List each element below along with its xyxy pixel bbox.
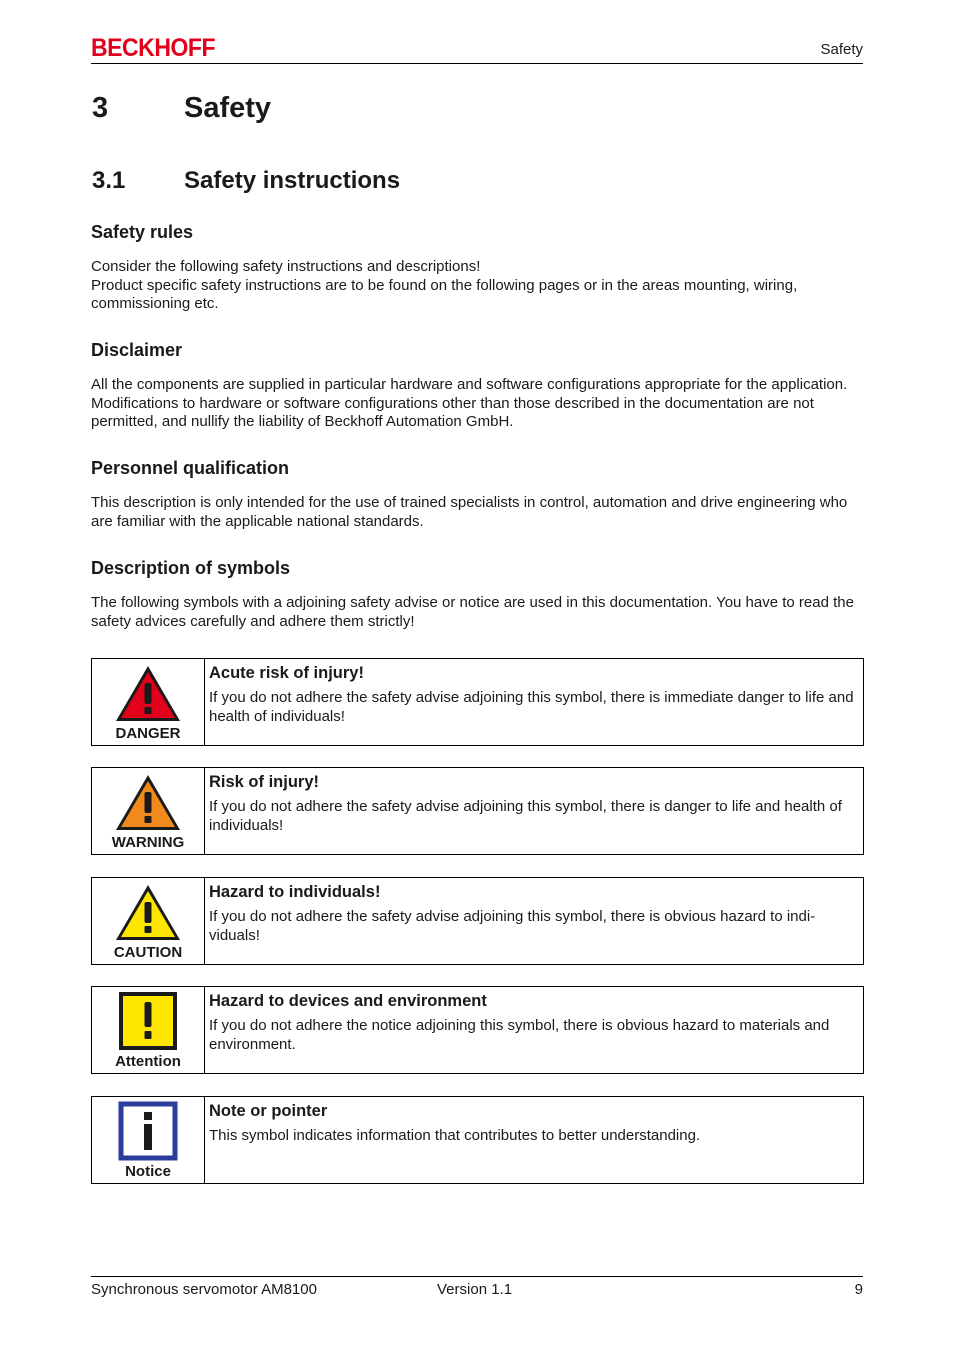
attention-title: Hazard to devices and environment xyxy=(209,992,487,1010)
info-square-icon xyxy=(114,1101,182,1161)
beckhoff-logo: BECKHOFF xyxy=(91,34,216,62)
danger-triangle-icon xyxy=(114,663,182,723)
attention-description: If you do not adhere the notice adjoining this symbol, there is obvious hazard to materials and environment. xyxy=(209,1017,830,1053)
danger-title: Acute risk of injury! xyxy=(209,664,364,682)
danger-box xyxy=(91,658,864,746)
warning-triangle-icon xyxy=(114,772,182,832)
attention-symbol-cell xyxy=(92,987,205,1073)
symbols-heading: Description of symbols xyxy=(91,558,291,578)
chapter-number: 3 xyxy=(92,92,109,124)
footer-product: Synchronous servomotor AM8100 xyxy=(91,1281,317,1298)
warning-text-cell xyxy=(205,768,863,854)
warning-description: If you do not adhere the safety advise adjoining this symbol, there is danger to life and health of individuals! xyxy=(209,798,842,834)
notice-label: Notice xyxy=(125,1163,171,1180)
header-divider xyxy=(91,63,863,64)
caution-description: If you do not adhere the safety advise adjoining this symbol, there is obvious hazard to indi-viduals! xyxy=(209,908,816,944)
personnel-text: This description is only intended for the use of trained specialists in control, automation and drive engineering who are familiar with the applicable national standards. xyxy=(91,494,848,530)
notice-box xyxy=(91,1096,864,1184)
caution-text-cell xyxy=(205,878,863,964)
safety-rules-heading: Safety rules xyxy=(91,222,194,242)
caution-symbol-cell xyxy=(92,878,205,964)
notice-symbol-cell xyxy=(92,1097,205,1183)
symbols-text: The following symbols with a adjoining safety advise or notice are used in this documentation. You have to read the safety advices carefully and adhere them strictly! xyxy=(91,594,854,630)
caution-label: CAUTION xyxy=(113,944,183,961)
header-section-name: Safety xyxy=(820,41,863,58)
footer-version: Version 1.1 xyxy=(437,1281,513,1298)
warning-title: Risk of injury! xyxy=(209,773,320,791)
danger-description: If you do not adhere the safety advise adjoining this symbol, there is immediate danger to life and health of individuals! xyxy=(209,689,854,725)
warning-label: WARNING xyxy=(111,834,185,851)
caution-box xyxy=(91,877,864,965)
notice-description: This symbol indicates information that contributes to better understanding. xyxy=(209,1127,701,1144)
disclaimer-text: All the components are supplied in particular hardware and software configurations appropriate for the application. Modifications to hardware or software configurations other than those described in the documentation are not permitted, and nullify the liability of Beckhoff Automation GmbH. xyxy=(91,376,848,430)
danger-symbol-cell xyxy=(92,659,205,745)
notice-text-cell xyxy=(205,1097,863,1183)
danger-text-cell xyxy=(205,659,863,745)
attention-label: Attention xyxy=(115,1053,181,1070)
section-title: Safety instructions xyxy=(184,167,401,194)
section-number: 3.1 xyxy=(92,167,126,194)
safety-rules-line2: Product specific safety instructions are to be found on the following pages or in the areas mounting, wiring, commissioning etc. xyxy=(91,276,798,312)
footer-page-number: 9 xyxy=(854,1281,863,1298)
attention-box xyxy=(91,986,864,1074)
attention-text-cell xyxy=(205,987,863,1073)
disclaimer-heading: Disclaimer xyxy=(91,340,183,360)
warning-symbol-cell xyxy=(92,768,205,854)
danger-label: DANGER xyxy=(115,725,181,742)
caution-triangle-icon xyxy=(114,882,182,942)
safety-rules-line1: Consider the following safety instructions and descriptions! xyxy=(91,258,481,275)
attention-square-icon xyxy=(114,991,182,1051)
notice-title: Note or pointer xyxy=(209,1102,328,1120)
safety-rules-text xyxy=(91,258,863,314)
caution-title: Hazard to individuals! xyxy=(209,883,381,901)
footer-divider xyxy=(91,1276,863,1277)
warning-box xyxy=(91,767,864,855)
chapter-title: Safety xyxy=(184,92,272,124)
personnel-heading: Personnel qualification xyxy=(91,458,290,478)
